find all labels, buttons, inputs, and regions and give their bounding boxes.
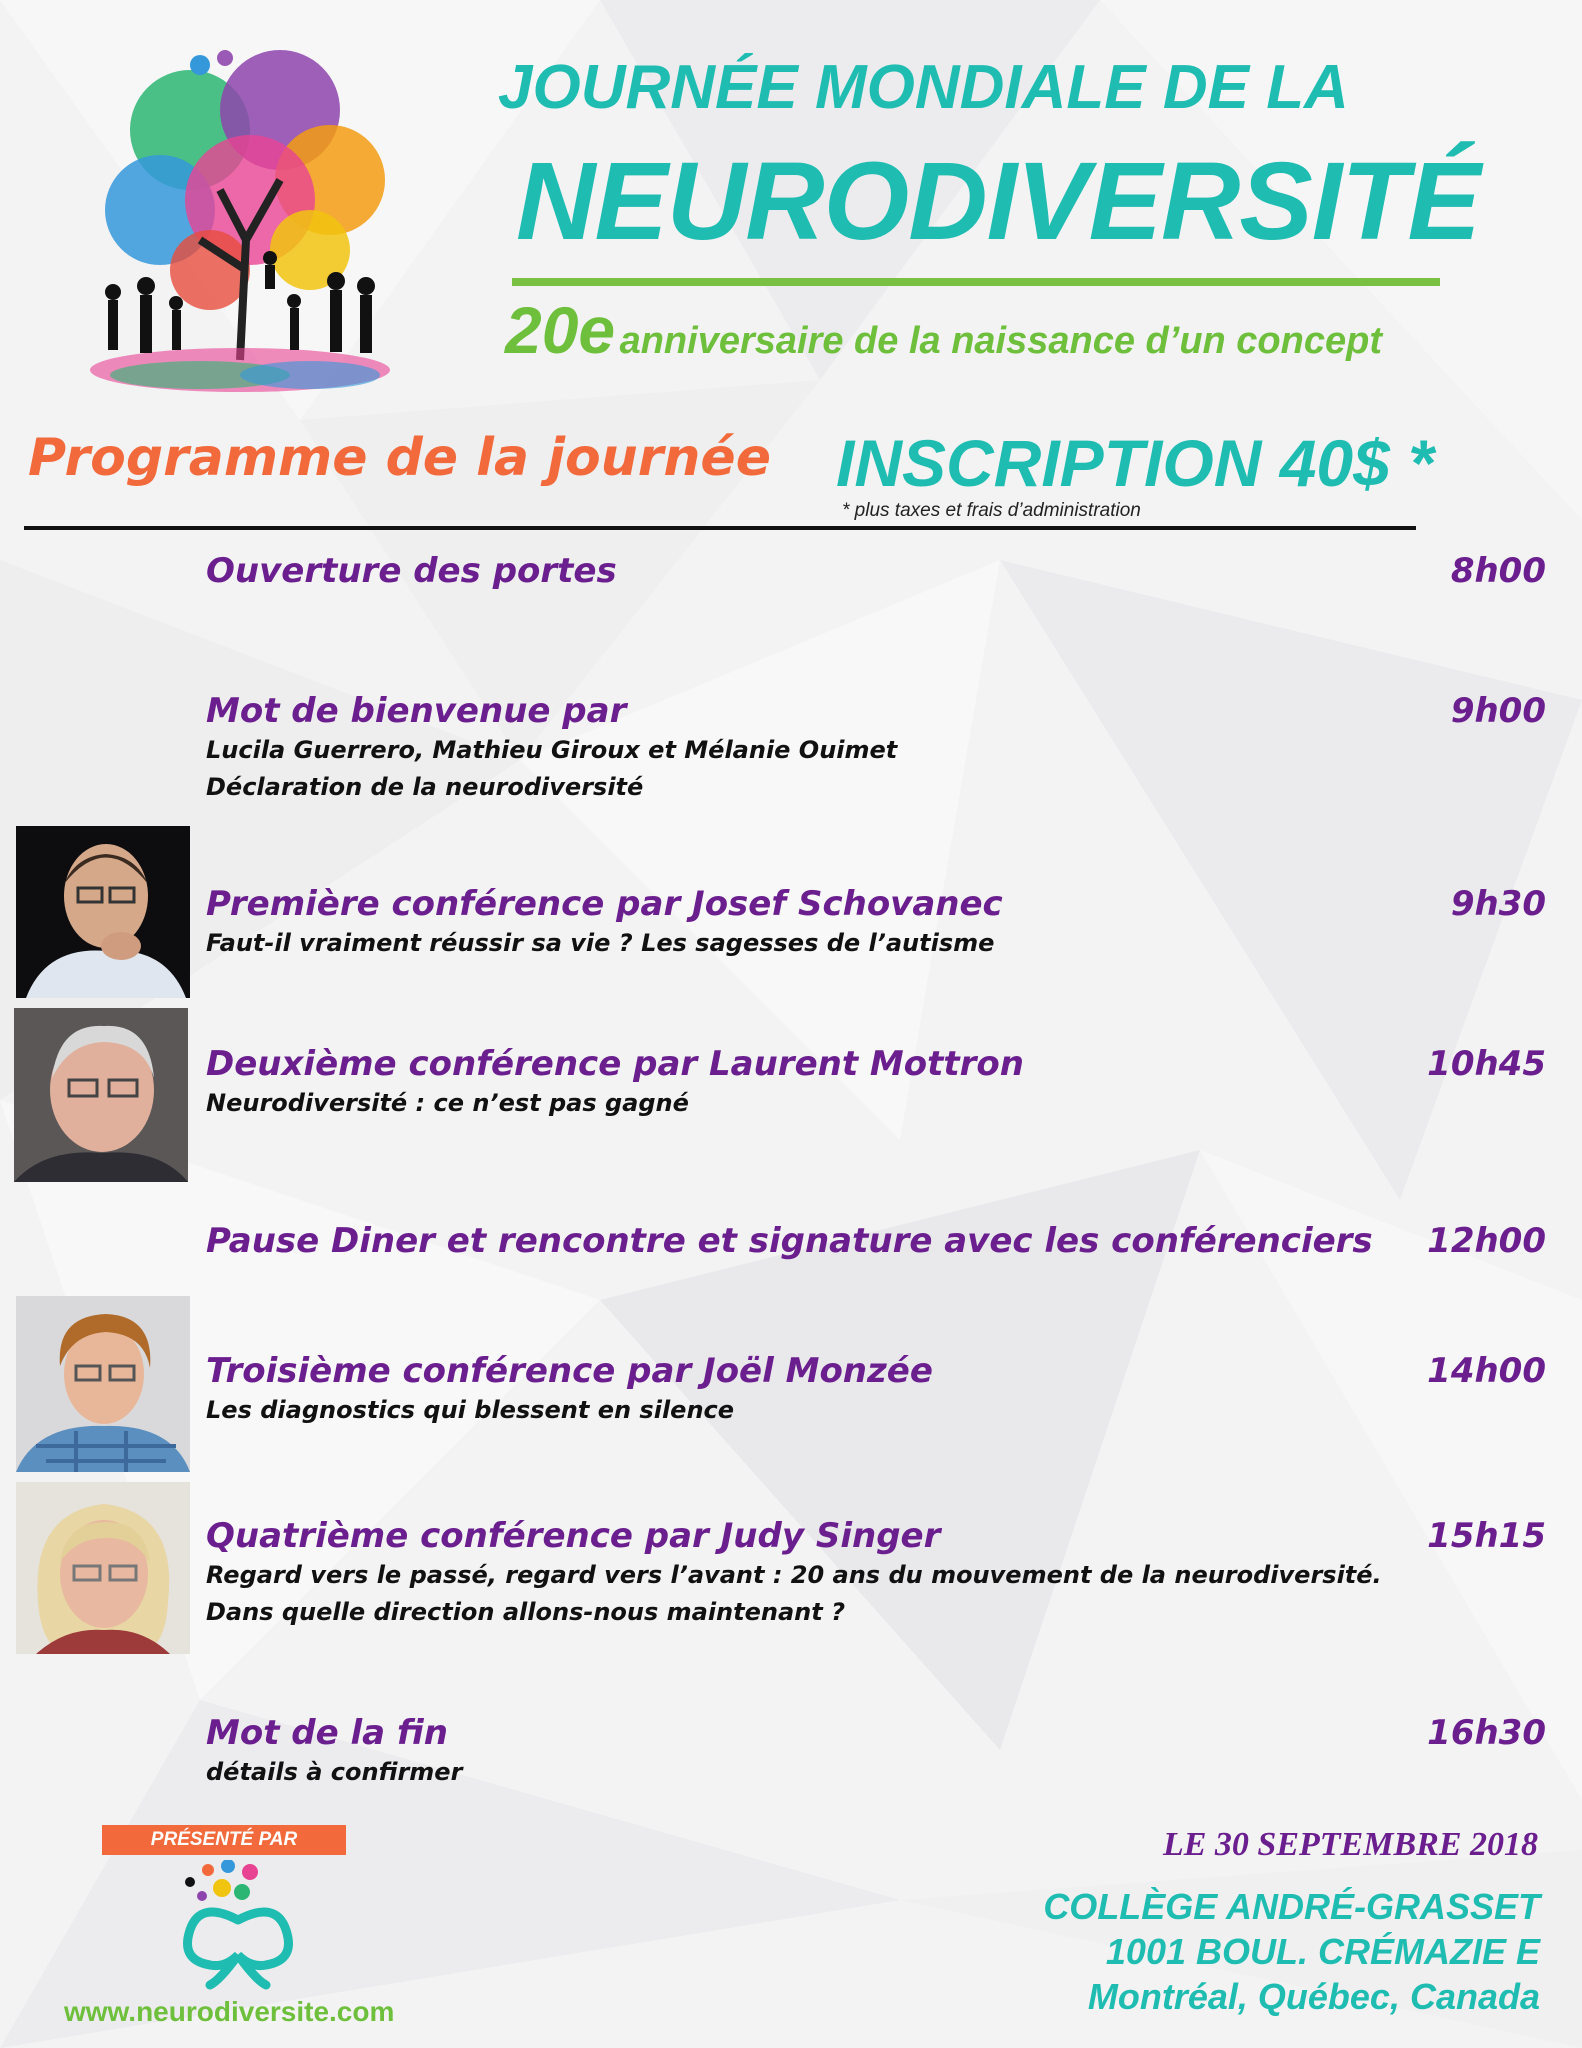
program-item-desc: Lucila Guerrero, Mathieu Giroux et Mélanie Ouimet [206,736,898,764]
program-item [206,1220,1546,1262]
speaker-photo-mottron [14,1008,188,1182]
event-address [1043,1884,1540,2019]
inscription-note: * plus taxes et frais d’administration [842,500,1141,521]
program-item-title: Troisième conférence par Joël Monzée [206,1351,933,1391]
program-item-desc: Regard vers le passé, regard vers l’avant : 20 ans du mouvement de la neurodiversité. [206,1561,1382,1589]
event-date: LE 30 SEPTEMBRE 2018 [1162,1826,1538,1863]
program-item-title: Mot de la fin [206,1713,448,1753]
program-item-title: Mot de bienvenue par [206,691,627,731]
header-title-line2: NEURODIVERSITÉ [516,140,1480,263]
anniversary-text: anniversaire de la naissance d’un concept [619,320,1382,362]
header-title-line1: JOURNÉE MONDIALE DE LA [498,53,1349,122]
speaker-photo-monzee [16,1296,190,1472]
tree-logo-icon [80,40,410,400]
program-item [206,1515,1546,1631]
program-item-title: Deuxième conférence par Laurent Mottron [206,1044,1024,1084]
presented-by-label: PRÉSENTÉ PAR [102,1825,346,1855]
speaker-photo-singer [16,1482,190,1654]
program-item [206,1350,1546,1429]
venue-city: Montréal, Québec, Canada [1087,1976,1540,2017]
program-item [206,690,1546,806]
program-item-time: 14h00 [1427,1351,1546,1391]
program-item-time: 9h00 [1450,691,1546,731]
program-title: Programme de la journée [28,428,771,488]
program-item-title: Ouverture des portes [206,551,617,591]
program-item [206,1043,1546,1122]
program-item-time: 10h45 [1427,1044,1546,1084]
program-item [206,1712,1546,1791]
program-item-title: Pause Diner et rencontre et signature avec les conférenciers [206,1221,1373,1261]
program-item-time: 12h00 [1427,1221,1546,1261]
speaker-photo-schovanec [16,826,190,998]
program-item-time: 16h30 [1427,1713,1546,1753]
website-link[interactable]: www.neurodiversite.com [64,1996,395,2027]
program-item-desc: Dans quelle direction allons-nous maintenant ? [206,1598,845,1626]
program-item-time: 9h30 [1450,884,1546,924]
program-item [206,550,1546,592]
program-item-desc: Neurodiversité : ce n’est pas gagné [206,1089,689,1117]
header-subtitle [505,292,1382,368]
anniversary-number: 20e [505,293,616,367]
program-item-desc: détails à confirmer [206,1758,463,1786]
program-divider [24,526,1416,530]
program-item-time: 8h00 [1450,551,1546,591]
venue-street: 1001 BOUL. CRÉMAZIE E [1105,1931,1540,1972]
program-item-title: Première conférence par Josef Schovanec [206,884,1003,924]
program-item [206,883,1546,962]
header-divider [512,278,1440,286]
inscription-price: INSCRIPTION 40$ * [836,426,1434,500]
program-item-desc: Déclaration de la neurodiversité [206,773,644,801]
program-item-time: 15h15 [1427,1516,1546,1556]
program-item-desc: Faut-il vraiment réussir sa vie ? Les sagesses de l’autisme [206,929,995,957]
butterfly-logo-icon [180,1860,300,1990]
program-item-title: Quatrième conférence par Judy Singer [206,1516,941,1556]
venue-name: COLLÈGE ANDRÉ-GRASSET [1043,1886,1540,1927]
program-item-desc: Les diagnostics qui blessent en silence [206,1396,735,1424]
